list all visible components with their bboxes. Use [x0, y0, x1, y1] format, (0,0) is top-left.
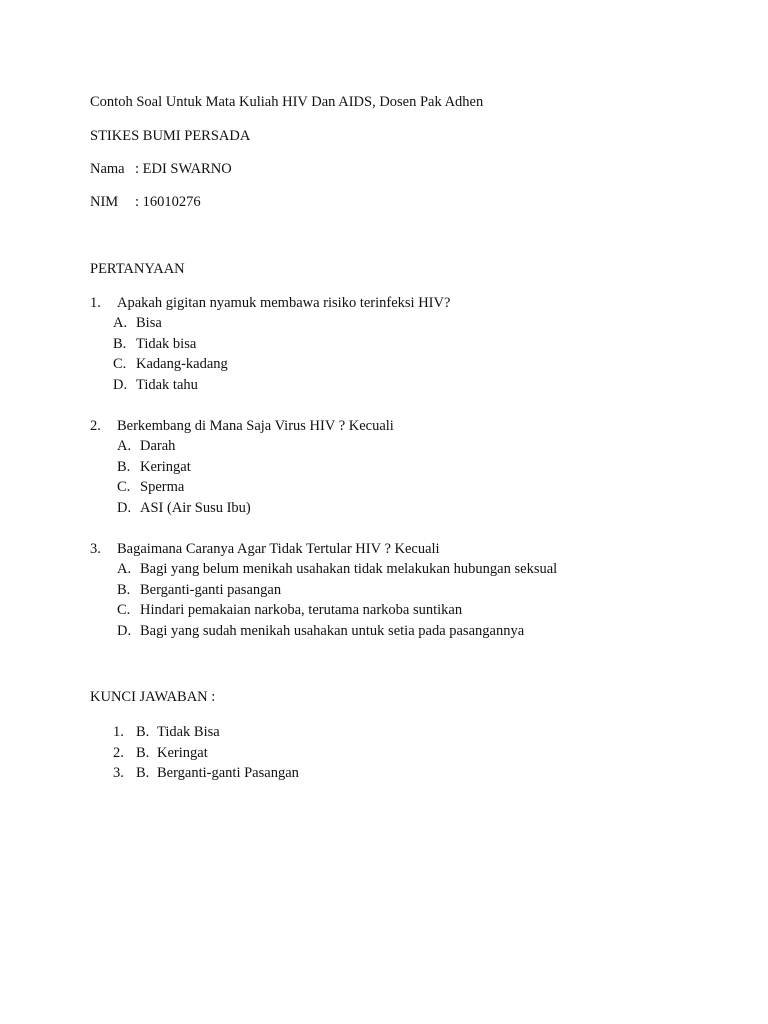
student-nim-field	[90, 193, 201, 211]
answer-option	[90, 354, 710, 375]
answer-options	[90, 313, 710, 395]
question-text-line	[90, 539, 710, 559]
option-letter: D.	[117, 499, 132, 516]
option-text: Bisa	[136, 315, 162, 331]
option-letter: D.	[117, 622, 132, 639]
answer-key-item	[113, 763, 513, 784]
answer-key-number: 3.	[113, 765, 124, 781]
answer-option	[90, 559, 710, 580]
option-letter: A.	[117, 561, 132, 577]
option-text: Tidak tahu	[136, 376, 198, 393]
answer-key-heading: KUNCI JAWABAN :	[90, 689, 216, 705]
answer-key-letter: B.	[136, 765, 150, 781]
nim-value: : 16010276	[135, 194, 201, 210]
answer-option	[90, 498, 710, 519]
answer-option	[90, 457, 710, 478]
option-text: Tidak bisa	[136, 335, 197, 352]
option-letter: A.	[117, 438, 132, 454]
document-title: Contoh Soal Untuk Mata Kuliah HIV Dan AIDS, Dosen Pak Adhen	[90, 94, 484, 110]
question-number: 1.	[90, 295, 101, 311]
option-text: Sperma	[140, 479, 185, 496]
nim-label: NIM	[90, 194, 119, 210]
questions-heading: PERTANYAAN	[90, 261, 185, 277]
option-letter: C.	[113, 356, 127, 373]
institution-name: STIKES BUMI PERSADA	[90, 128, 251, 144]
student-name-field	[90, 160, 232, 178]
question-text: Apakah gigitan nyamuk membawa risiko terinfeksi HIV?	[117, 295, 451, 311]
option-text: Keringat	[140, 458, 191, 475]
answer-option	[90, 621, 710, 642]
name-value: : EDI SWARNO	[135, 161, 232, 177]
answer-key-number: 1.	[113, 724, 124, 740]
answer-option	[90, 334, 710, 355]
name-label: Nama	[90, 161, 125, 177]
option-letter: B.	[113, 335, 127, 352]
option-letter: A.	[113, 315, 128, 331]
question-3	[90, 539, 710, 641]
answer-option	[90, 375, 710, 396]
answer-options	[90, 436, 710, 518]
option-text: ASI (Air Susu Ibu)	[140, 499, 251, 516]
answer-options	[90, 559, 710, 641]
answer-key-list	[113, 722, 513, 784]
option-letter: C.	[117, 479, 131, 496]
question-text-line	[90, 416, 710, 436]
answer-key-number: 2.	[113, 744, 124, 761]
answer-key-letter: B.	[136, 744, 150, 761]
question-1	[90, 293, 710, 395]
answer-option	[90, 600, 710, 621]
question-text-line	[90, 293, 710, 313]
answer-key-item	[113, 743, 513, 764]
answer-key-item	[113, 722, 513, 743]
answer-key-text: Berganti-ganti Pasangan	[157, 765, 299, 781]
option-letter: D.	[113, 376, 128, 393]
option-text: Darah	[140, 438, 176, 454]
option-text: Berganti-ganti pasangan	[140, 581, 282, 598]
option-text: Bagi yang sudah menikah usahakan untuk setia pada pasangannya	[140, 622, 525, 639]
question-2	[90, 416, 710, 518]
option-letter: C.	[117, 602, 131, 619]
option-text: Hindari pemakaian narkoba, terutama narkoba suntikan	[140, 602, 463, 619]
question-text: Bagaimana Caranya Agar Tidak Tertular HIV ? Kecuali	[117, 541, 440, 557]
answer-option	[90, 580, 710, 601]
question-number: 3.	[90, 541, 101, 557]
answer-option	[90, 477, 710, 498]
answer-option	[90, 436, 710, 457]
question-text: Berkembang di Mana Saja Virus HIV ? Kecuali	[117, 418, 394, 434]
answer-option	[90, 313, 710, 334]
answer-key-text: Keringat	[157, 744, 208, 761]
answer-key-text: Tidak Bisa	[157, 724, 220, 740]
question-number: 2.	[90, 418, 101, 434]
option-letter: B.	[117, 581, 131, 598]
option-letter: B.	[117, 458, 131, 475]
answer-key-letter: B.	[136, 724, 150, 740]
option-text: Bagi yang belum menikah usahakan tidak melakukan hubungan seksual	[140, 561, 558, 577]
option-text: Kadang-kadang	[136, 356, 228, 373]
